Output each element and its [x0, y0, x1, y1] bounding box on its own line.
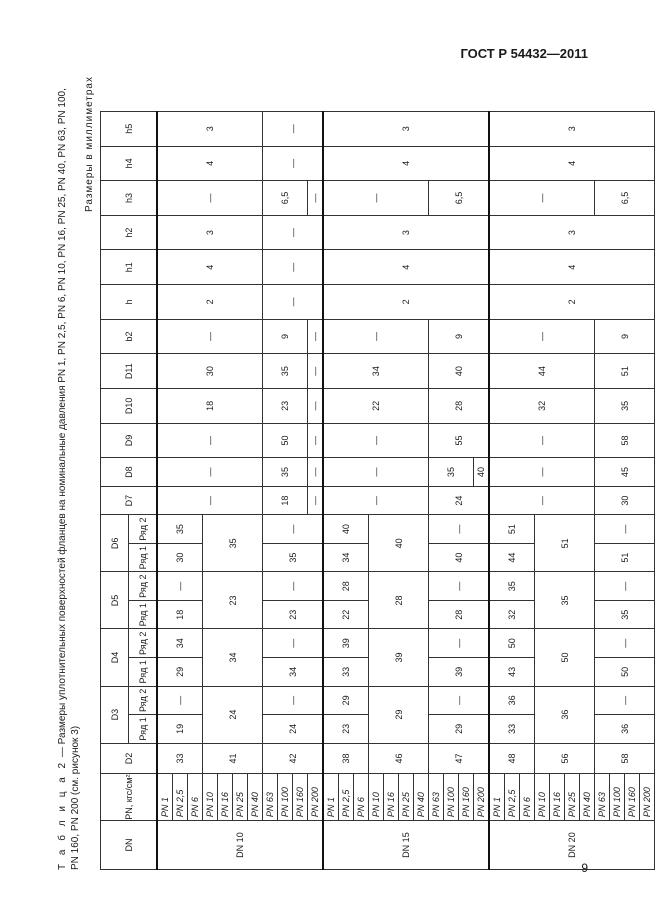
pn-cell: PN 100	[444, 774, 459, 821]
h3-cell: —	[308, 181, 324, 216]
pn-cell: PN 40	[248, 774, 263, 821]
d3-span: 36	[535, 686, 595, 743]
header-d2: D2	[101, 743, 158, 774]
pn-cell: PN 25	[565, 774, 580, 821]
pn-cell: PN 1	[157, 774, 173, 821]
d7-cell: 24	[429, 486, 490, 515]
d5-r1: 32	[489, 600, 535, 629]
d7-cell: —	[323, 486, 429, 515]
h1-cell: —	[263, 250, 324, 285]
h2-cell: 3	[323, 215, 489, 250]
d2-cell: 33	[157, 743, 203, 774]
d9-cell: 55	[429, 423, 490, 458]
d5-r1: 22	[323, 600, 369, 629]
pn-cell: PN 63	[429, 774, 444, 821]
d9-cell: —	[308, 423, 324, 458]
table-row	[489, 77, 505, 870]
pn-cell: PN 16	[550, 774, 565, 821]
h1-cell: 4	[157, 250, 263, 285]
d5-r2: —	[595, 572, 655, 601]
header-col-11: D11	[101, 354, 158, 389]
page-number: 9	[581, 861, 588, 875]
pn-cell: PN 160	[625, 774, 640, 821]
b2-cell: —	[323, 319, 429, 354]
d7-cell: 30	[595, 486, 655, 515]
table-row	[323, 77, 339, 870]
header-col-18: h5	[101, 111, 158, 146]
pn-cell: PN 160	[459, 774, 474, 821]
d4-r1: 29	[157, 658, 203, 687]
d7-cell: 18	[263, 486, 308, 515]
dimensions-table	[100, 76, 655, 870]
d4-r2: —	[263, 629, 324, 658]
h3-cell: 6,5	[429, 181, 490, 216]
d5-span: 28	[369, 572, 429, 629]
h-cell: 2	[157, 285, 263, 320]
d4-span: 50	[535, 629, 595, 686]
h3-cell: —	[489, 181, 595, 216]
d6-r2: —	[263, 515, 324, 544]
header-pn: PN, кгс/см²	[101, 774, 158, 821]
header-row1: Ряд 1	[129, 600, 158, 629]
d6-r1: 34	[323, 543, 369, 572]
d9-cell: 50	[263, 423, 308, 458]
d4-r2: —	[595, 629, 655, 658]
header-row2: Ряд 2	[129, 572, 158, 601]
pn-cell: PN 160	[293, 774, 308, 821]
pn-cell: PN 2,5	[173, 774, 188, 821]
d11-cell: 35	[263, 354, 308, 389]
d3-r1: 19	[157, 715, 203, 744]
units-note: Размеры в миллиметрах	[84, 76, 95, 212]
pn-cell: PN 40	[580, 774, 595, 821]
d3-r1: 33	[489, 715, 535, 744]
d3-r2: —	[595, 686, 655, 715]
pn-cell: PN 40	[414, 774, 429, 821]
header-col-16: h3	[101, 181, 158, 216]
d6-r2: 40	[323, 515, 369, 544]
d8-cell: 35	[263, 458, 308, 487]
d10-cell: 35	[595, 389, 655, 424]
header-d4: D4	[101, 629, 129, 686]
h5-cell: 3	[489, 111, 655, 146]
table-caption	[56, 76, 82, 870]
d4-r2: 34	[157, 629, 203, 658]
header-col-13: h	[101, 285, 158, 320]
h5-cell: 3	[323, 111, 489, 146]
d2-cell: 41	[203, 743, 263, 774]
h1-cell: 4	[489, 250, 655, 285]
d9-cell: —	[489, 423, 595, 458]
pn-cell: PN 25	[399, 774, 414, 821]
pn-cell: PN 100	[278, 774, 293, 821]
d6-r2: 35	[157, 515, 203, 544]
header-col-7: D7	[101, 486, 158, 515]
h2-cell: 3	[157, 215, 263, 250]
d3-r1: 23	[323, 715, 369, 744]
d6-r1: 44	[489, 543, 535, 572]
d5-r1: 18	[157, 600, 203, 629]
header-d3: D3	[101, 686, 129, 743]
d6-r1: 35	[263, 543, 324, 572]
header-col-9: D9	[101, 423, 158, 458]
d6-span: 40	[369, 515, 429, 572]
pn-cell: PN 16	[384, 774, 399, 821]
header-row2: Ряд 2	[129, 686, 158, 715]
d6-r1: 30	[157, 543, 203, 572]
d2-cell: 58	[595, 743, 655, 774]
d5-r1: 23	[263, 600, 324, 629]
b2-cell: —	[489, 319, 595, 354]
pn-cell: PN 1	[489, 774, 505, 821]
h4-cell: 4	[323, 146, 489, 181]
h5-cell: —	[263, 111, 324, 146]
d4-r1: 34	[263, 658, 324, 687]
d3-r1: 36	[595, 715, 655, 744]
d10-cell: 18	[157, 389, 263, 424]
d8-cell: —	[157, 458, 263, 487]
d7-cell: —	[308, 486, 324, 515]
d10-cell: 32	[489, 389, 595, 424]
header-d5: D5	[101, 572, 129, 629]
table-row	[157, 77, 173, 870]
d6-r1: 40	[429, 543, 490, 572]
pn-cell: PN 63	[263, 774, 278, 821]
d5-r2: —	[429, 572, 490, 601]
h-cell: 2	[489, 285, 655, 320]
pn-cell: PN 200	[474, 774, 490, 821]
h4-cell: 4	[489, 146, 655, 181]
h4-cell: 4	[157, 146, 263, 181]
b2-cell: 9	[595, 319, 655, 354]
b2-cell: 9	[429, 319, 490, 354]
pn-cell: PN 100	[610, 774, 625, 821]
standard-number: ГОСТ Р 54432—2011	[460, 46, 588, 61]
d3-r2: —	[263, 686, 324, 715]
d5-r1: 35	[595, 600, 655, 629]
d11-cell: 30	[157, 354, 263, 389]
d11-cell: 44	[489, 354, 595, 389]
pn-cell: PN 6	[520, 774, 535, 821]
h-cell: 2	[323, 285, 489, 320]
pn-cell: PN 63	[595, 774, 610, 821]
dn-cell: DN 20	[489, 821, 655, 870]
header-col-10: D10	[101, 389, 158, 424]
pn-cell: PN 2,5	[505, 774, 520, 821]
h3-cell: 6,5	[595, 181, 655, 216]
d8-cell: 45	[595, 458, 655, 487]
header-row1: Ряд 1	[129, 543, 158, 572]
d5-r2: —	[263, 572, 324, 601]
d11-cell: 51	[595, 354, 655, 389]
pn-cell: PN 2,5	[339, 774, 354, 821]
d8-cell: —	[308, 458, 324, 487]
d3-r2: —	[429, 686, 490, 715]
header-col-17: h4	[101, 146, 158, 181]
h3-cell: —	[157, 181, 263, 216]
d4-r2: 39	[323, 629, 369, 658]
h2-cell: —	[263, 215, 324, 250]
d8-cell: —	[323, 458, 429, 487]
d9-cell: —	[157, 423, 263, 458]
h5-cell: 3	[157, 111, 263, 146]
d2-cell: 48	[489, 743, 535, 774]
h2-cell: 3	[489, 215, 655, 250]
header-col-12: b2	[101, 319, 158, 354]
d4-r1: 50	[595, 658, 655, 687]
h-cell: —	[263, 285, 324, 320]
table-row	[263, 77, 278, 870]
d10-cell: —	[308, 389, 324, 424]
d3-r1: 24	[263, 715, 324, 744]
table-row	[429, 77, 444, 870]
pn-cell: PN 10	[203, 774, 218, 821]
header-row1: Ряд 1	[129, 658, 158, 687]
d2-cell: 47	[429, 743, 490, 774]
d3-r2: 29	[323, 686, 369, 715]
d10-cell: 28	[429, 389, 490, 424]
d9-cell: —	[323, 423, 429, 458]
pn-cell: PN 10	[535, 774, 550, 821]
rotated-table-block	[56, 76, 652, 870]
d4-span: 34	[203, 629, 263, 686]
d2-cell: 56	[535, 743, 595, 774]
d2-cell: 38	[323, 743, 369, 774]
d7-cell: —	[157, 486, 263, 515]
b2-cell: —	[308, 319, 324, 354]
d2-cell: 42	[263, 743, 324, 774]
d5-r2: —	[157, 572, 203, 601]
header-d6: D6	[101, 515, 129, 572]
d10-cell: 22	[323, 389, 429, 424]
d8-cell: —	[489, 458, 595, 487]
h1-cell: 4	[323, 250, 489, 285]
d7-cell: —	[489, 486, 595, 515]
d4-r2: —	[429, 629, 490, 658]
d4-r1: 33	[323, 658, 369, 687]
header-row2: Ряд 2	[129, 629, 158, 658]
pn-cell: PN 200	[640, 774, 655, 821]
d5-r2: 28	[323, 572, 369, 601]
d2-cell: 46	[369, 743, 429, 774]
h3-cell: —	[323, 181, 429, 216]
d6-r2: —	[595, 515, 655, 544]
d6-r2: —	[429, 515, 490, 544]
pn-cell: PN 6	[354, 774, 369, 821]
d6-r2: 51	[489, 515, 535, 544]
header-row2: Ряд 2	[129, 515, 158, 544]
d4-r2: 50	[489, 629, 535, 658]
d10-cell: 23	[263, 389, 308, 424]
d5-r2: 35	[489, 572, 535, 601]
d9-cell: 58	[595, 423, 655, 458]
table-row	[595, 77, 610, 870]
h4-cell: —	[263, 146, 324, 181]
header-dn: DN	[101, 821, 158, 870]
d5-span: 23	[203, 572, 263, 629]
d3-r2: —	[157, 686, 203, 715]
header-col-8: D8	[101, 458, 158, 487]
pn-cell: PN 10	[369, 774, 384, 821]
pn-cell: PN 16	[218, 774, 233, 821]
d8-cell: 40	[474, 458, 490, 487]
d6-r1: 51	[595, 543, 655, 572]
d4-r1: 43	[489, 658, 535, 687]
pn-cell: PN 25	[233, 774, 248, 821]
pn-cell: PN 200	[308, 774, 324, 821]
header-col-15: h2	[101, 215, 158, 250]
d3-r1: 29	[429, 715, 490, 744]
d5-r1: 28	[429, 600, 490, 629]
d11-cell: 40	[429, 354, 490, 389]
d5-span: 35	[535, 572, 595, 629]
d4-r1: 39	[429, 658, 490, 687]
d11-cell: —	[308, 354, 324, 389]
dn-cell: DN 10	[157, 821, 323, 870]
dn-cell: DN 15	[323, 821, 489, 870]
table-caption-text: — Размеры уплотнительных поверхностей фланцев на номинальные давления PN 1, PN 2,5, PN 6, PN 10, PN 16, PN 25, PN 40, PN 63, PN 100, PN 160, PN 200 (см. рисунок 3)	[57, 88, 81, 870]
d8-cell: 35	[429, 458, 474, 487]
d6-span: 51	[535, 515, 595, 572]
pn-cell: PN 6	[188, 774, 203, 821]
d6-span: 35	[203, 515, 263, 572]
d3-span: 24	[203, 686, 263, 743]
d4-span: 39	[369, 629, 429, 686]
header-row1: Ряд 1	[129, 715, 158, 744]
h3-cell: 6,5	[263, 181, 308, 216]
pn-cell: PN 1	[323, 774, 339, 821]
d3-span: 29	[369, 686, 429, 743]
b2-cell: 9	[263, 319, 308, 354]
header-col-14: h1	[101, 250, 158, 285]
d3-r2: 36	[489, 686, 535, 715]
table-label: Т а б л и ц а 2	[57, 759, 68, 870]
d11-cell: 34	[323, 354, 429, 389]
b2-cell: —	[157, 319, 263, 354]
